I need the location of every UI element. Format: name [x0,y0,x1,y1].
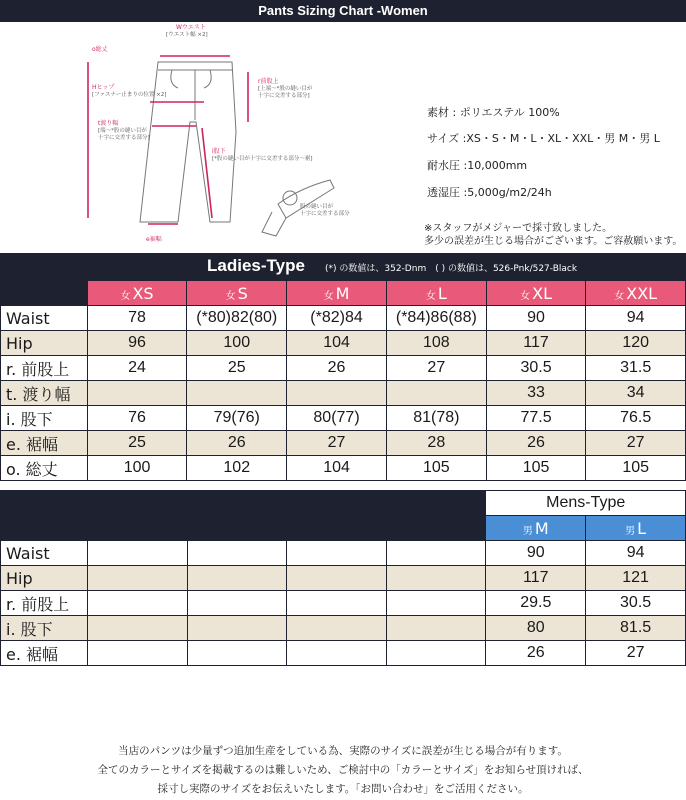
rise-note-2: 十字に交差する部分] [258,93,310,99]
rise-note-1: [上端〜*股の縫い目が [258,86,313,92]
spec-water-resistance: 耐水圧 :10,000mm [427,159,528,172]
table-cell: 25 [187,356,287,381]
table-cell: 121 [586,566,686,591]
table-cell: 26 [287,356,387,381]
table-cell [386,641,486,666]
hip-note: [ファスナー止まりの位置 ×2] [92,92,167,98]
table-cell: 120 [586,331,686,356]
ladies-size-s: 女 S [187,281,287,306]
table-cell [87,616,187,641]
table-cell: 105 [486,456,586,481]
mens-size-header-row [1,516,686,541]
mens-title-spacer [187,491,287,516]
mens-corner-cell [1,516,88,541]
table-row [1,381,686,406]
table-cell: 100 [87,456,187,481]
table-cell: (*84)86(88) [386,306,486,331]
rise-label: r前股上 [258,78,279,85]
mens-header-spacer [187,516,287,541]
row-label: i. 股下 [1,616,88,641]
table-cell [87,591,187,616]
spec-breathability: 透湿圧 :5,000g/m2/24h [427,186,552,199]
table-cell: 25 [87,431,187,456]
footer-line-1: 当店のパンツは少量ずつ追加生産をしている為、実際のサイズに誤差が生じる場合が有ります。 [118,745,568,757]
table-cell [87,381,187,406]
table-cell [187,541,287,566]
mens-title-spacer [287,491,387,516]
measurement-notes [424,222,682,248]
table-cell [187,641,287,666]
table-row [1,591,686,616]
mens-title-spacer [386,491,486,516]
table-cell: 90 [486,306,586,331]
row-label: o. 総丈 [1,456,88,481]
row-label: e. 裾幅 [1,431,88,456]
row-label: i. 股下 [1,406,88,431]
table-cell: 102 [187,456,287,481]
table-row [1,566,686,591]
thigh-note-2: 十字に交差する部分] [98,135,150,141]
table-cell: 94 [586,306,686,331]
table-cell: 30.5 [486,356,586,381]
table-cell [287,616,387,641]
waist-label: Wウエスト [176,24,206,31]
table-cell: 31.5 [586,356,686,381]
footer-line-2: 全てのカラーとサイズを掲載するのは難しいため、ご検討中の「カラーとサイズ」をお知らせ頂ければ、 [97,764,589,776]
mens-header-spacer [287,516,387,541]
hip-label: Hヒップ [92,84,115,91]
table-row [1,456,686,481]
table-row [1,616,686,641]
mens-title-spacer [87,491,187,516]
row-label: t. 渡り幅 [1,381,88,406]
table-cell [187,566,287,591]
ladies-size-xxl: 女 XXL [586,281,686,306]
table-cell: 34 [586,381,686,406]
table-cell [287,541,387,566]
table-cell: 27 [586,431,686,456]
mens-size-table [0,490,686,666]
ladies-size-header-row [1,281,686,306]
table-cell [187,616,287,641]
table-cell [87,566,187,591]
detail-note-1: 股の縫い目が [300,204,334,210]
table-cell [87,541,187,566]
table-cell [287,641,387,666]
table-cell: (*82)84 [287,306,387,331]
footer-line-3: 採寸し実際のサイズをお伝えいたします。「お問い合わせ」をご活用ください。 [157,783,529,795]
ladies-corner-cell [1,281,88,306]
table-cell: 81(78) [386,406,486,431]
row-label: e. 裾幅 [1,641,88,666]
table-cell: 33 [486,381,586,406]
table-cell [386,566,486,591]
note-line-2: 多少の誤差が生じる場合がございます。ご容赦願います。 [424,236,683,247]
table-cell: 76 [87,406,187,431]
row-label: r. 前股上 [1,356,88,381]
table-cell: 77.5 [486,406,586,431]
table-cell [87,641,187,666]
table-cell: 27 [586,641,686,666]
row-label: Waist [1,306,88,331]
table-cell [287,591,387,616]
inseam-label: i股下 [212,148,226,155]
mens-title-spacer [1,491,88,516]
table-cell [287,381,387,406]
table-cell: 28 [386,431,486,456]
table-row [1,641,686,666]
thigh-label: t渡り幅 [98,120,119,127]
mens-header-spacer [87,516,187,541]
table-row [1,541,686,566]
row-label: Hip [1,566,88,591]
ladies-size-l: 女 L [386,281,486,306]
table-cell [386,381,486,406]
table-cell [187,381,287,406]
table-cell: 80 [486,616,586,641]
table-row [1,331,686,356]
mens-header-spacer [386,516,486,541]
table-cell: 80(77) [287,406,387,431]
mens-title: Mens-Type [486,491,686,516]
table-cell [287,566,387,591]
table-cell: 26 [187,431,287,456]
row-label: r. 前股上 [1,591,88,616]
table-cell: 94 [586,541,686,566]
table-cell: 81.5 [586,616,686,641]
length-label: o総丈 [92,46,108,53]
table-cell: 78 [87,306,187,331]
table-cell: 79(76) [187,406,287,431]
row-label: Waist [1,541,88,566]
table-cell [187,591,287,616]
spec-material: 素材 : ポリエステル 100% [427,106,560,119]
table-cell: (*80)82(80) [187,306,287,331]
note-line-1: ※スタッフがメジャーで採寸致しました。 [424,223,613,234]
ladies-size-m: 女 M [287,281,387,306]
table-cell: 26 [486,431,586,456]
table-cell: 90 [486,541,586,566]
table-cell: 104 [287,456,387,481]
thigh-note-1: [端〜*股の縫い目が [98,128,147,134]
ladies-header [0,253,686,280]
mens-size-l: 男 L [586,516,686,541]
table-cell: 105 [586,456,686,481]
table-cell: 27 [287,431,387,456]
table-cell: 105 [386,456,486,481]
table-row [1,356,686,381]
table-cell: 26 [486,641,586,666]
ladies-size-xl: 女 XL [486,281,586,306]
table-cell [386,591,486,616]
table-cell: 100 [187,331,287,356]
table-row [1,306,686,331]
table-row [1,406,686,431]
table-cell: 29.5 [486,591,586,616]
waist-note: [ウエスト幅 ×2] [166,32,208,38]
ladies-size-table [0,280,686,481]
table-cell: 76.5 [586,406,686,431]
pants-measurement-diagram [0,22,420,250]
table-cell: 104 [287,331,387,356]
table-cell: 24 [87,356,187,381]
table-cell: 117 [486,331,586,356]
table-cell: 30.5 [586,591,686,616]
table-cell: 96 [87,331,187,356]
inseam-note: [*股の縫い目が十字に交差する部分〜裾] [212,156,313,162]
hem-label: e裾幅 [146,236,162,243]
row-label: Hip [1,331,88,356]
ladies-note: (*) の数値は、352-Dnm ( ) の数値は、526-Pnk/527-Black [325,264,578,274]
table-cell [386,616,486,641]
ladies-title: Ladies-Type [207,256,305,275]
table-cell [386,541,486,566]
footer-notice [0,742,686,799]
table-cell: 117 [486,566,586,591]
page-title: Pants Sizing Chart -Women [0,0,686,22]
mens-size-m: 男 M [486,516,586,541]
mens-title-row [1,491,686,516]
table-row [1,431,686,456]
table-cell: 27 [386,356,486,381]
spec-sizes: サイズ :XS・S・M・L・XL・XXL・男 M・男 L [427,132,660,145]
detail-note-2: 十字に交差する部分 [300,211,350,217]
table-cell: 108 [386,331,486,356]
pants-illustration [0,22,420,250]
ladies-size-xs: 女 XS [87,281,187,306]
